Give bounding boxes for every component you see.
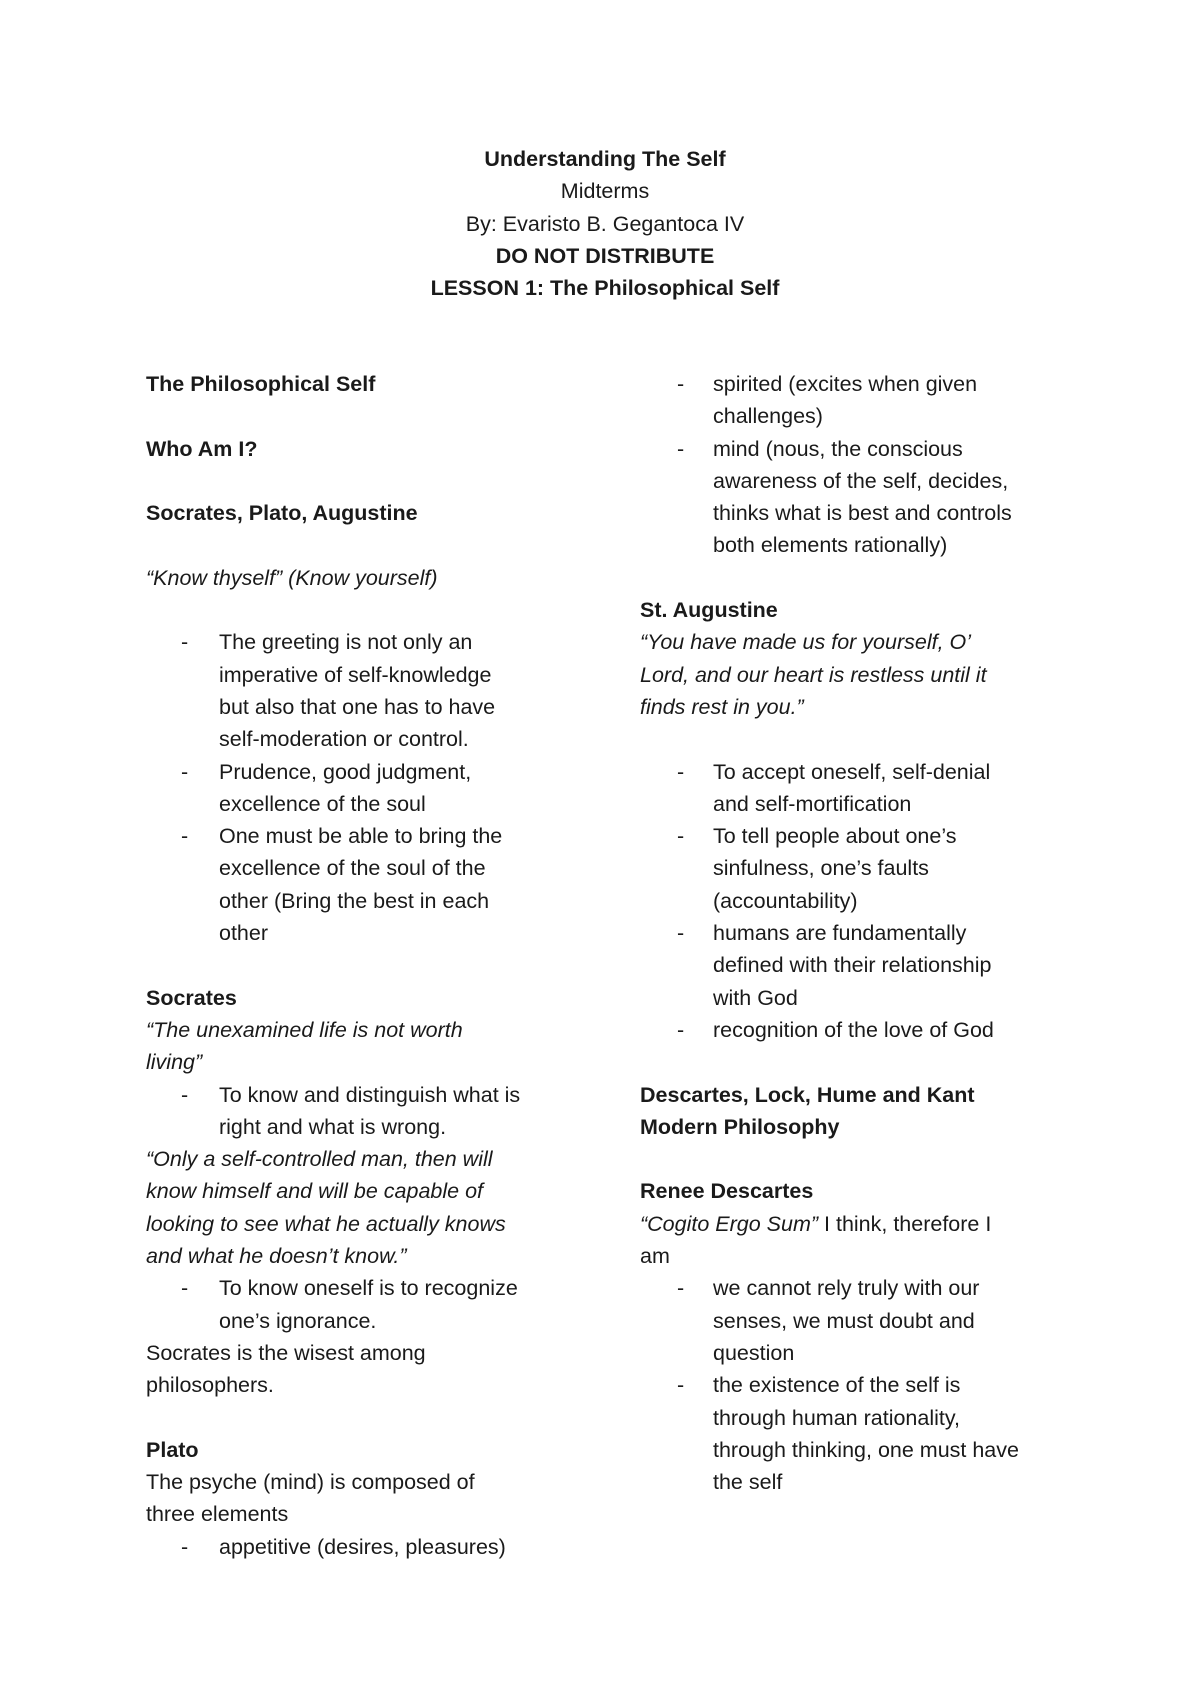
- list-item-line: imperative of self-knowledge: [219, 662, 492, 687]
- list-item-line: (accountability): [713, 888, 858, 913]
- text-line: and what he doesn’t know.”: [146, 1244, 407, 1269]
- document-header: [0, 143, 1200, 304]
- document-subtitle: Midterms: [560, 179, 650, 204]
- section-heading-modern-philosophers: Descartes, Lock, Hume and Kant: [640, 1082, 975, 1107]
- document-author: By: Evaristo B. Gegantoca IV: [465, 211, 745, 236]
- dash-bullet: -: [181, 1534, 189, 1559]
- list-item-line: spirited (excites when given: [713, 372, 978, 396]
- cogito-quote: “Cogito Ergo Sum”: [640, 1211, 819, 1236]
- list-item-line: sinfulness, one’s faults: [713, 856, 929, 881]
- cogito-translation: I think, therefore I: [818, 1211, 992, 1236]
- socrates-wisest-text: [146, 1337, 576, 1402]
- distribution-notice: DO NOT DISTRIBUTE: [495, 243, 715, 268]
- list-item: [146, 1272, 576, 1337]
- text-line: living”: [146, 1050, 203, 1075]
- list-item-line: recognition of the love of God: [713, 1017, 994, 1042]
- list-item: [640, 1272, 1070, 1369]
- list-item: [640, 1014, 1070, 1046]
- quote-know-thyself: “Know thyself” (Know yourself): [146, 565, 438, 590]
- dash-bullet: -: [677, 436, 685, 461]
- list-item-line: humans are fundamentally: [713, 921, 967, 946]
- text-line: philosophers.: [146, 1373, 274, 1398]
- list-item-line: To accept oneself, self-denial: [713, 759, 991, 784]
- list-item-line: excellence of the soul: [219, 791, 426, 816]
- section-heading-socrates-plato-augustine: Socrates, Plato, Augustine: [146, 501, 418, 526]
- right-column: [640, 368, 1070, 1498]
- list-item: [146, 820, 576, 949]
- text-line: Lord, and our heart is restless until it: [640, 662, 987, 687]
- list-item: [146, 1531, 576, 1563]
- list-item-line: mind (nous, the conscious: [713, 436, 963, 461]
- list-item-line: One must be able to bring the: [219, 824, 503, 849]
- section-heading-philosophical-self: The Philosophical Self: [146, 372, 376, 396]
- text-line: three elements: [146, 1502, 289, 1527]
- list-item-line: through thinking, one must have: [713, 1437, 1019, 1462]
- text-line: looking to see what he actually knows: [146, 1211, 506, 1236]
- list-item-line: self-moderation or control.: [219, 727, 469, 752]
- list-item-line: right and what is wrong.: [219, 1114, 447, 1139]
- list-item-line: but also that one has to have: [219, 694, 496, 719]
- section-heading-descartes: Renee Descartes: [640, 1179, 814, 1204]
- plato-text: [146, 1466, 576, 1531]
- text-line: The psyche (mind) is composed of: [146, 1470, 475, 1495]
- list-item-line: To tell people about one’s: [713, 824, 957, 849]
- quote-unexamined-life: [146, 1014, 576, 1079]
- dash-bullet: -: [677, 372, 685, 396]
- list-item-line: we cannot rely truly with our: [713, 1276, 980, 1301]
- list-item-line: question: [713, 1340, 795, 1365]
- list-item-line: appetitive (desires, pleasures): [219, 1534, 506, 1559]
- list-item: [640, 820, 1070, 917]
- list-item-line: To know and distinguish what is: [219, 1082, 521, 1107]
- dash-bullet: -: [677, 1373, 685, 1398]
- list-item-line: one’s ignorance.: [219, 1308, 377, 1333]
- list-item-line: senses, we must doubt and: [713, 1308, 975, 1333]
- list-item-line: challenges): [713, 404, 823, 429]
- list-item-line: The greeting is not only an: [219, 630, 473, 655]
- unexamined-list: [146, 1079, 576, 1144]
- list-item-line: both elements rationally): [713, 533, 948, 558]
- list-item-line: defined with their relationship: [713, 953, 992, 978]
- section-heading-who-am-i: Who Am I?: [146, 436, 258, 461]
- lesson-title: LESSON 1: The Philosophical Self: [430, 276, 780, 301]
- list-item: [640, 1369, 1070, 1498]
- text-line: “You have made us for yourself, O’: [640, 630, 972, 655]
- text-line: finds rest in you.”: [640, 694, 804, 719]
- augustine-list: [640, 756, 1070, 1047]
- list-item-line: Prudence, good judgment,: [219, 759, 472, 784]
- dash-bullet: -: [181, 630, 189, 655]
- list-item: [640, 433, 1070, 562]
- quote-self-controlled: [146, 1143, 576, 1272]
- section-heading-modern-philosophy: Modern Philosophy: [640, 1114, 840, 1139]
- dash-bullet: -: [181, 1082, 189, 1107]
- dash-bullet: -: [677, 921, 685, 946]
- list-item-line: the self: [713, 1470, 783, 1495]
- cogito-line: [640, 1208, 1070, 1240]
- self-controlled-list: [146, 1272, 576, 1337]
- list-item-line: awareness of the self, decides,: [713, 468, 1009, 493]
- text-line: “Only a self-controlled man, then will: [146, 1147, 493, 1172]
- list-item: [640, 917, 1070, 1014]
- plato-elements-list: [146, 1531, 576, 1563]
- plato-elements-list-continued: [640, 368, 1070, 562]
- list-item: [146, 1079, 576, 1144]
- section-heading-st-augustine: St. Augustine: [640, 598, 778, 623]
- list-item-line: To know oneself is to recognize: [219, 1276, 518, 1301]
- dash-bullet: -: [677, 1017, 685, 1042]
- dash-bullet: -: [677, 759, 685, 784]
- text-line: “The unexamined life is not worth: [146, 1017, 463, 1042]
- dash-bullet: -: [677, 1276, 685, 1301]
- quote-augustine: [640, 626, 1070, 723]
- descartes-list: [640, 1272, 1070, 1498]
- list-item-line: other: [219, 921, 269, 946]
- list-item-line: and self-mortification: [713, 791, 912, 816]
- list-item: [146, 756, 576, 821]
- list-item-line: other (Bring the best in each: [219, 888, 490, 913]
- list-item-line: through human rationality,: [713, 1405, 960, 1430]
- text-line: know himself and will be capable of: [146, 1179, 484, 1204]
- dash-bullet: -: [181, 1276, 189, 1301]
- dash-bullet: -: [677, 824, 685, 849]
- list-item-line: with God: [713, 985, 798, 1010]
- dash-bullet: -: [181, 759, 189, 784]
- document-title: Understanding The Self: [484, 147, 726, 171]
- list-item-line: the existence of the self is: [713, 1373, 961, 1398]
- list-item-line: excellence of the soul of the: [219, 856, 486, 881]
- left-column: [146, 368, 576, 1563]
- section-heading-socrates: Socrates: [146, 985, 237, 1010]
- list-item: [640, 756, 1070, 821]
- know-thyself-list: [146, 626, 576, 949]
- text-line: Socrates is the wisest among: [146, 1340, 426, 1365]
- list-item: [640, 368, 1070, 433]
- section-heading-plato: Plato: [146, 1437, 199, 1462]
- dash-bullet: -: [181, 824, 189, 849]
- list-item-line: thinks what is best and controls: [713, 501, 1012, 526]
- list-item: [146, 626, 576, 755]
- cogito-line-2: am: [640, 1244, 670, 1269]
